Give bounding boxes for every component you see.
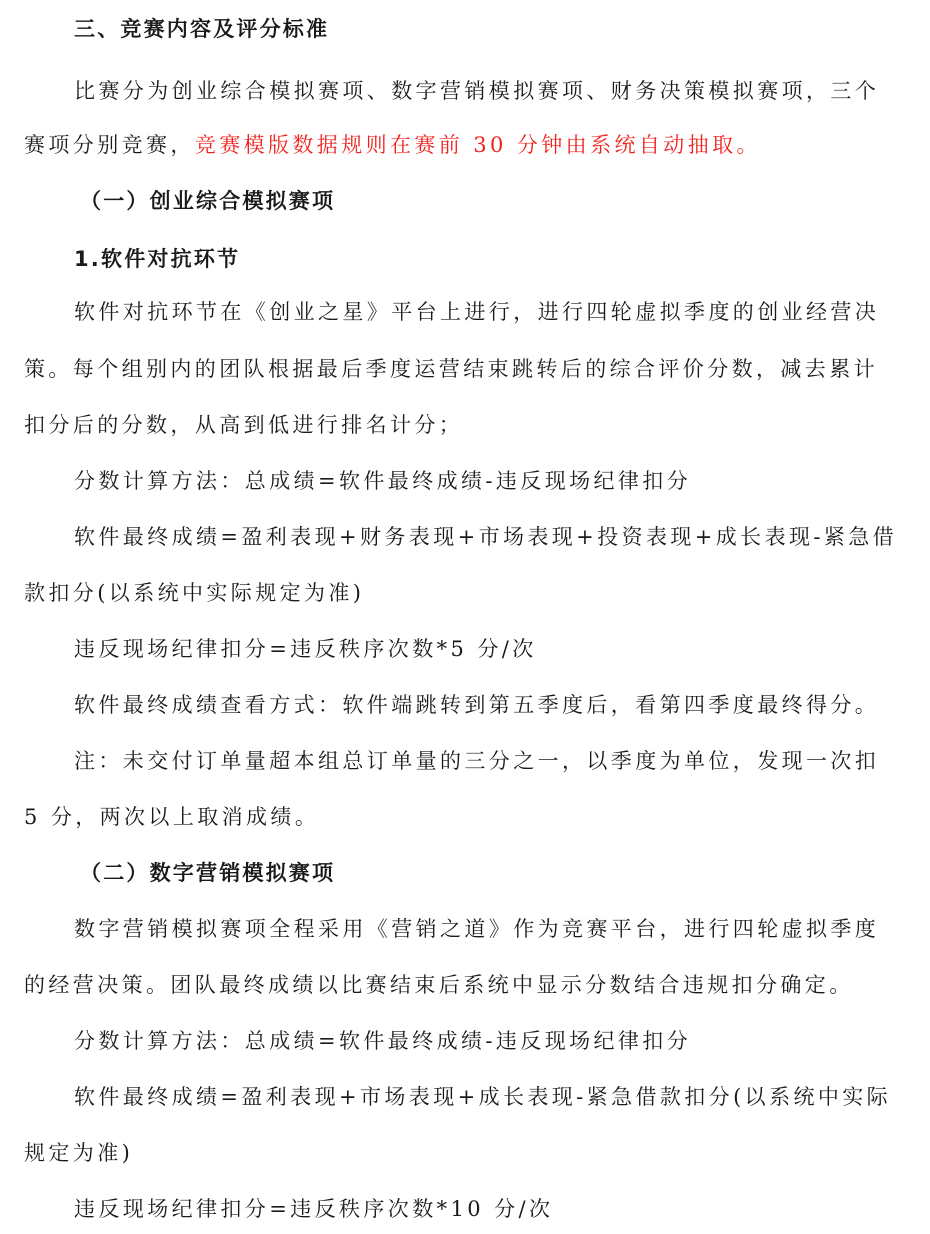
subsection-1-title: （一）创业综合模拟赛项 [80, 189, 336, 213]
s1-para1-line1: 软件对抗环节在《创业之星》平台上进行，进行四轮虚拟季度的创业经营决 [74, 300, 880, 324]
intro-line-2 [24, 130, 904, 160]
s1-view-method: 软件最终成绩查看方式：软件端跳转到第五季度后，看第四季度最终得分。 [74, 693, 880, 717]
s1-formula-software-line2: 款扣分(以系统中实际规定为准) [24, 581, 365, 605]
s2-formula-software-line1: 软件最终成绩=盈利表现+市场表现+成长表现-紧急借款扣分(以系统中实际 [74, 1085, 892, 1109]
s2-formula-total: 分数计算方法：总成绩=软件最终成绩-违反现场纪律扣分 [74, 1029, 692, 1053]
s2-para1-line1: 数字营销模拟赛项全程采用《营销之道》作为竞赛平台，进行四轮虚拟季度 [74, 917, 880, 941]
s1-formula-penalty: 违反现场纪律扣分=违反秩序次数*5 分/次 [74, 637, 537, 661]
intro-line-1: 比赛分为创业综合模拟赛项、数字营销模拟赛项、财务决策模拟赛项，三个 [74, 79, 880, 103]
s1-para1-line2: 策。每个组别内的团队根据最后季度运营结束跳转后的综合评价分数，减去累计 [24, 357, 878, 381]
section-heading: 三、竞赛内容及评分标准 [74, 17, 330, 41]
s1-para1-line3: 扣分后的分数，从高到低进行排名计分； [24, 413, 464, 437]
s1-note-line2: 5 分，两次以上取消成绩。 [24, 805, 320, 829]
s1-formula-software-line1: 软件最终成绩=盈利表现+财务表现+市场表现+投资表现+成长表现-紧急借 [74, 525, 898, 549]
s1-formula-total: 分数计算方法：总成绩=软件最终成绩-违反现场纪律扣分 [74, 469, 692, 493]
s2-formula-penalty: 违反现场纪律扣分=违反秩序次数*10 分/次 [74, 1197, 554, 1221]
s2-formula-software-line2: 规定为准) [24, 1141, 134, 1165]
intro-text: 赛项分别竞赛， [24, 133, 195, 157]
item-1-title: 1.软件对抗环节 [74, 247, 241, 271]
s2-para1-line2: 的经营决策。团队最终成绩以比赛结束后系统中显示分数结合违规扣分确定。 [24, 973, 854, 997]
s1-note-line1: 注：未交付订单量超本组总订单量的三分之一，以季度为单位，发现一次扣 [74, 749, 880, 773]
highlight-rule-text: 竞赛模版数据规则在赛前 30 分钟由系统自动抽取。 [194, 133, 761, 157]
subsection-2-title: （二）数字营销模拟赛项 [80, 861, 336, 885]
